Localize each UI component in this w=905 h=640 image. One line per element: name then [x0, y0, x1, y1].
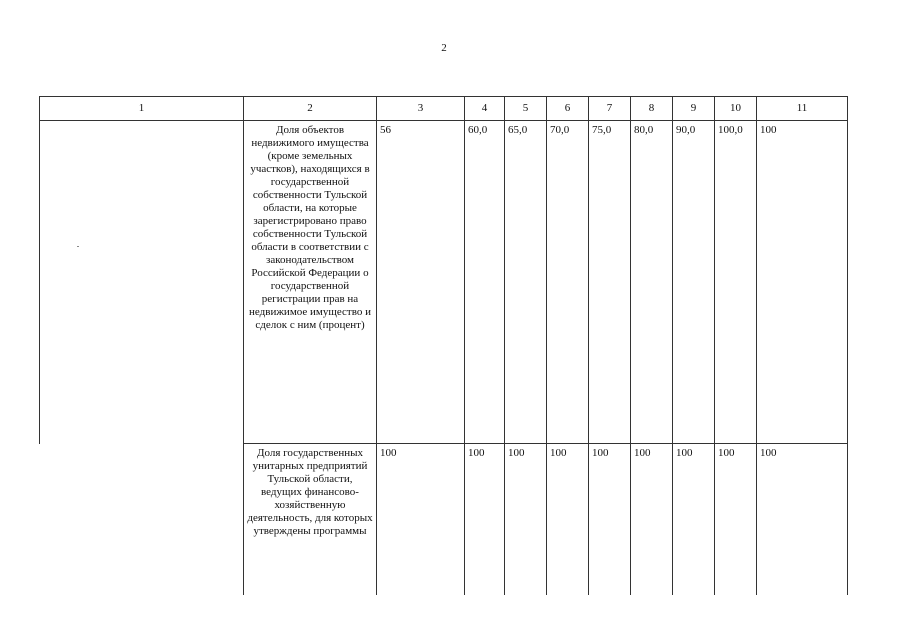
row-label-cell: [40, 121, 244, 444]
table-header-row: [40, 97, 848, 121]
table-row: [40, 121, 848, 444]
header-cell: 4: [465, 97, 505, 121]
header-cell: 3: [377, 97, 465, 121]
value-cell: 100: [465, 444, 505, 596]
value-cell: 100: [589, 444, 631, 596]
value-cell: 100: [715, 444, 757, 596]
indicators-table: [39, 96, 848, 595]
value-cell: 100: [757, 121, 848, 444]
value-cell: 80,0: [631, 121, 673, 444]
header-cell: 1: [40, 97, 244, 121]
value-cell: 60,0: [465, 121, 505, 444]
header-cell: 10: [715, 97, 757, 121]
row-label-cell: [40, 444, 244, 596]
table-row: [40, 444, 848, 596]
header-cell: 11: [757, 97, 848, 121]
indicator-name-cell: Доля объектов недвижимого имущества (кроме земельных участков), находящихся в государственной собственности Тульской области, на которые зарегистрировано право собственности Тульской области в соответствии с законодательством Российской Федерации о государственной регистрации прав на недвижимое имущество и сделок с ним (процент): [244, 121, 377, 444]
value-cell: 90,0: [673, 121, 715, 444]
value-cell: 100: [547, 444, 589, 596]
value-cell: 100: [505, 444, 547, 596]
header-cell: 7: [589, 97, 631, 121]
value-cell: 100: [673, 444, 715, 596]
header-cell: 8: [631, 97, 673, 121]
page-number: 2: [441, 42, 447, 54]
indicator-name-cell: Доля государственных унитарных предприятий Тульской области, ведущих финансово-хозяйственную деятельность, для которых утверждены программы: [244, 444, 377, 596]
header-cell: 2: [244, 97, 377, 121]
value-cell: 56: [377, 121, 465, 444]
value-cell: 100: [377, 444, 465, 596]
header-cell: 5: [505, 97, 547, 121]
value-cell: 75,0: [589, 121, 631, 444]
header-cell: 6: [547, 97, 589, 121]
value-cell: 100: [757, 444, 848, 596]
value-cell: 100: [631, 444, 673, 596]
value-cell: 100,0: [715, 121, 757, 444]
value-cell: 70,0: [547, 121, 589, 444]
value-cell: 65,0: [505, 121, 547, 444]
header-cell: 9: [673, 97, 715, 121]
